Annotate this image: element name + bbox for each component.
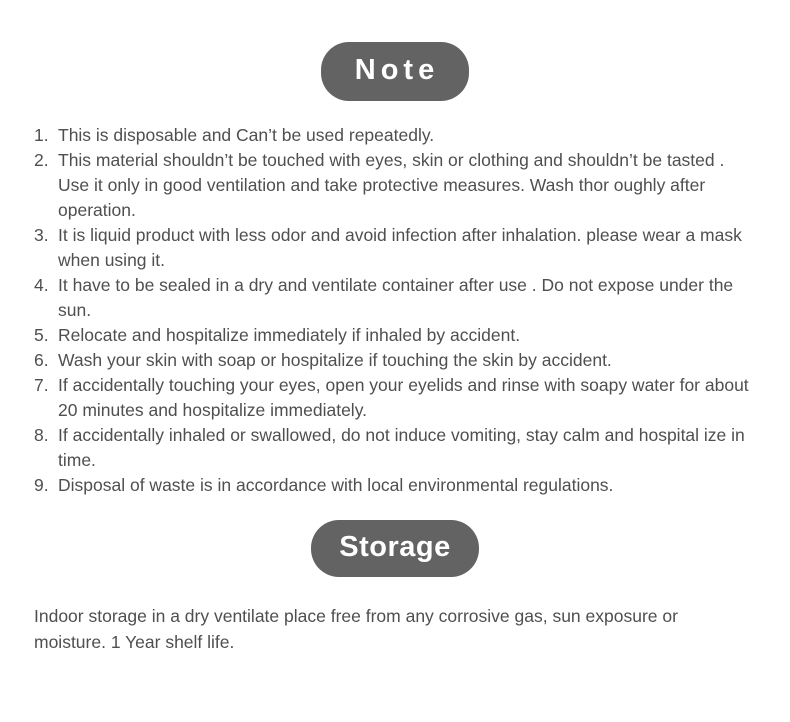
list-item <box>0 148 790 223</box>
list-item <box>0 373 790 423</box>
list-item-text: It is liquid product with less odor and avoid infection after inhalation. please wear a mask when using it. <box>58 225 742 270</box>
list-item-number: 6. <box>34 350 49 370</box>
document-page <box>0 42 790 722</box>
list-item-number: 3. <box>34 225 49 245</box>
list-item-text: If accidentally touching your eyes, open your eyelids and rinse with soapy water for about 20 minutes and hospitalize immediately. <box>58 375 749 420</box>
list-item <box>0 273 790 323</box>
list-item-text: This material shouldn’t be touched with eyes, skin or clothing and shouldn’t be tasted . Use it only in good ventilation and take protective measures. Wash thor oughly after operation. <box>58 150 725 220</box>
list-item <box>0 423 790 473</box>
list-item-number: 2. <box>34 150 49 170</box>
note-section-header <box>0 42 790 101</box>
list-item-number: 1. <box>34 125 49 145</box>
list-item <box>0 123 790 148</box>
list-item-text: If accidentally inhaled or swallowed, do not induce vomiting, stay calm and hospital ize in time. <box>58 425 745 470</box>
storage-badge: Storage <box>311 520 478 577</box>
list-item-text: Relocate and hospitalize immediately if inhaled by accident. <box>58 325 521 345</box>
note-badge: Note <box>321 42 469 101</box>
storage-text: Indoor storage in a dry ventilate place free from any corrosive gas, sun exposure or moisture. 1 Year shelf life. <box>34 606 678 652</box>
list-item-number: 9. <box>34 475 49 495</box>
storage-section-header <box>0 520 790 577</box>
list-item <box>0 473 790 498</box>
list-item-text: Wash your skin with soap or hospitalize if touching the skin by accident. <box>58 350 612 370</box>
list-item-text: It have to be sealed in a dry and ventilate container after use . Do not expose under the sun. <box>58 275 734 320</box>
list-item-number: 5. <box>34 325 49 345</box>
list-item-number: 8. <box>34 425 49 445</box>
list-item <box>0 323 790 348</box>
list-item-text: Disposal of waste is in accordance with local environmental regulations. <box>58 475 614 495</box>
list-item-text: This is disposable and Can’t be used repeatedly. <box>58 125 435 145</box>
list-item <box>0 223 790 273</box>
note-list <box>0 123 790 498</box>
list-item-number: 4. <box>34 275 49 295</box>
list-item-number: 7. <box>34 375 49 395</box>
list-item <box>0 348 790 373</box>
